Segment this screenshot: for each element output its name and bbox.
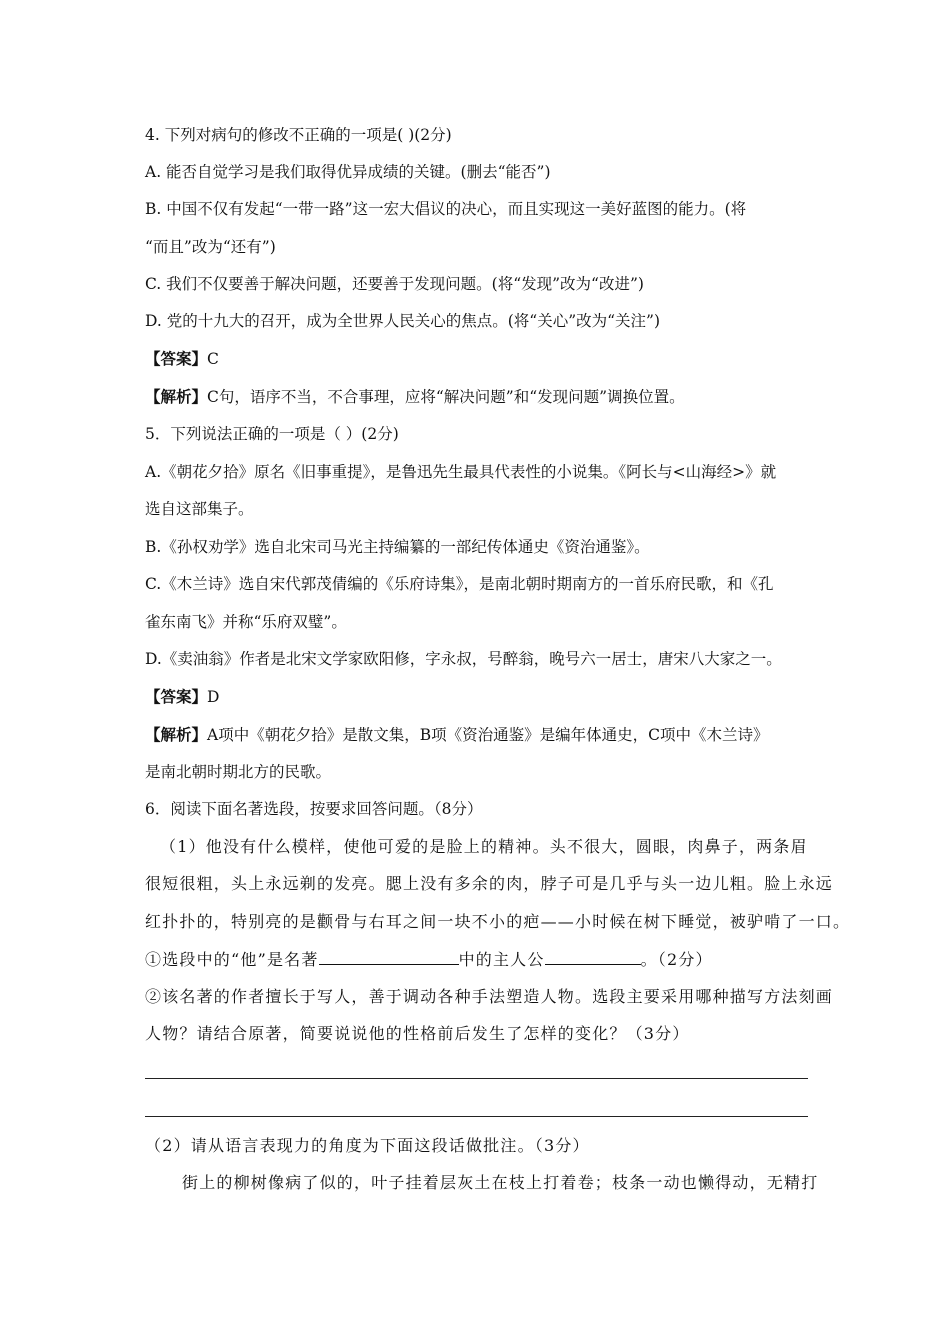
q5-analysis-line1 xyxy=(145,724,810,746)
q6-passage1-line2: 很短很粗，头上永远剃的发亮。腮上没有多余的肉，脖子可是几乎与头一边儿粗。脸上永远 xyxy=(145,874,834,893)
q5-option-a-line2: 选自这部集子。 xyxy=(145,500,254,518)
q4-answer xyxy=(145,348,810,370)
q5-option-a-line1: A.《朝花夕拾》原名《旧事重提》，是鲁迅先生最具代表性的小说集。《阿长与<山海经>》就 xyxy=(145,463,777,481)
protagonist-blank[interactable] xyxy=(545,948,641,965)
q4-option-d: D. 党的十九大的召开，成为全世界人民关心的焦点。(将“关心”改为“关注”) xyxy=(145,312,661,330)
subq1-middle: 中的主人公 xyxy=(458,950,545,969)
q5-option-d: D.《卖油翁》作者是北宋文学家欧阳修，字永叔，号醉翁，晚号六一居士，唐宋八大家之一。 xyxy=(145,650,782,668)
q5-option-c-line2: 雀东南飞》并称“乐府双璧”。 xyxy=(145,613,347,631)
q4-stem: 4. 下列对病句的修改不正确的一项是( )(2分) xyxy=(145,126,452,144)
q4-analysis xyxy=(145,386,810,408)
book-title-blank[interactable] xyxy=(319,948,459,965)
q4-option-c: C. 我们不仅要善于解决问题，还要善于发现问题。(将“发现”改为“改进”) xyxy=(145,275,644,293)
answer-line-1[interactable] xyxy=(145,1078,808,1079)
q4-option-b-line2: “而且”改为“还有”) xyxy=(145,238,276,256)
analysis-tag: 【解析】 xyxy=(145,725,208,744)
answer-tag: 【答案】 xyxy=(145,349,208,368)
q6-subquestion1 xyxy=(145,948,810,971)
q4-option-a: A. 能否自觉学习是我们取得优异成绩的关键。(删去“能否”) xyxy=(145,163,551,181)
q6-part2-stem: （2）请从语言表现力的角度为下面这段话做批注。（3分） xyxy=(145,1136,590,1155)
q6-part2-passage: 街上的柳树像病了似的，叶子挂着层灰土在枝上打着卷；枝条一动也懒得动，无精打 xyxy=(182,1173,819,1192)
analysis-tag: 【解析】 xyxy=(145,387,208,406)
q6-subquestion2-line2: 人物？请结合原著，简要说说他的性格前后发生了怎样的变化？（3分） xyxy=(145,1024,690,1043)
answer-value: C xyxy=(207,350,219,368)
q6-passage1-line1: （1）他没有什么模样，使他可爱的是脸上的精神。头不很大，圆眼，肉鼻子，两条眉 xyxy=(160,837,808,856)
answer-tag: 【答案】 xyxy=(145,687,208,706)
q6-stem: 6．阅读下面名著选段，按要求回答问题。（8分） xyxy=(145,800,483,818)
analysis-text: A项中《朝花夕拾》是散文集，B项《资治通鉴》是编年体通史，C项中《木兰诗》 xyxy=(207,726,769,744)
q5-analysis-line2: 是南北朝时期北方的民歌。 xyxy=(145,763,332,781)
q4-option-b-line1: B. 中国不仅有发起“一带一路”这一宏大倡议的决心，而且实现这一美好蓝图的能力。(将 xyxy=(145,200,747,218)
q5-stem: 5．下列说法正确的一项是（ ）(2分) xyxy=(145,425,399,443)
q5-option-c-line1: C.《木兰诗》选自宋代郭茂倩编的《乐府诗集》，是南北朝时期南方的一首乐府民歌，和《孔 xyxy=(145,575,774,593)
analysis-text: C句，语序不当，不合事理，应将“解决问题”和“发现问题”调换位置。 xyxy=(207,388,685,406)
subq1-prefix: ①选段中的“他”是名著 xyxy=(145,950,319,969)
q5-option-b: B.《孙权劝学》选自北宋司马光主持编纂的一部纪传体通史《资治通鉴》。 xyxy=(145,538,650,556)
q6-subquestion2-line1: ②该名著的作者擅长于写人，善于调动各种手法塑造人物。选段主要采用哪种描写方法刻画 xyxy=(145,987,834,1006)
answer-value: D xyxy=(207,688,220,706)
answer-line-2[interactable] xyxy=(145,1116,808,1117)
subq1-suffix: 。（2分） xyxy=(640,950,713,969)
q6-passage1-line3: 红扑扑的，特别亮的是颧骨与右耳之间一块不小的疤——小时候在树下睡觉，被驴啃了一口。 xyxy=(145,912,851,931)
q5-answer xyxy=(145,686,810,708)
